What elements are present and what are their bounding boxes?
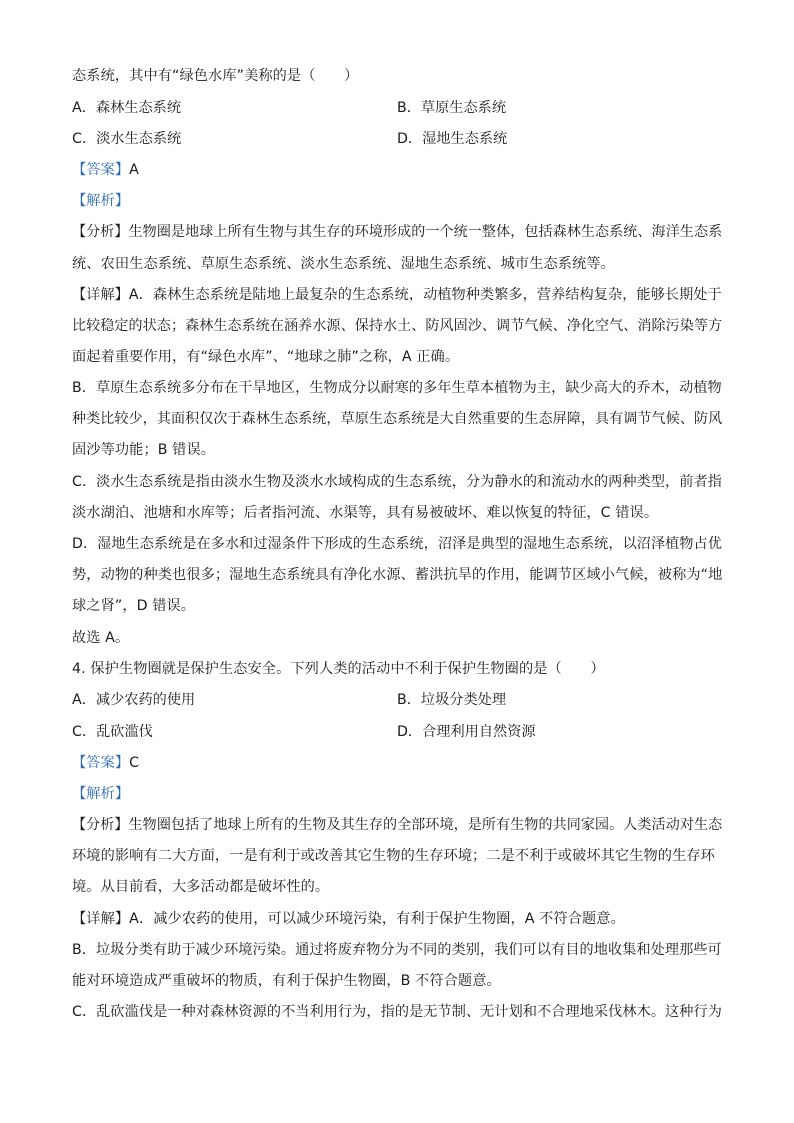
q3-xiangjie-line-6: 固沙等功能；B 错误。 (72, 442, 216, 458)
q4-answer-tag: 【答案】 (72, 755, 130, 771)
q4-fenxi-line-2: 环境的影响有二大方面，一是有利于或改善其它生物的生存环境；二是不利于或破坏其它生物的生存环 (72, 848, 715, 864)
q3-answer-line (72, 160, 722, 180)
q3-xiangjie-line-4: B．草原生态系统多分布在干旱地区，生物成分以耐寒的多年生草本植物为主，缺少高大的乔木，动植物 (72, 380, 722, 396)
q4-option-a: A．减少农药的使用 (72, 692, 196, 708)
q4-stem: 4. 保护生物圈就是保护生态安全。下列人类的活动中不利于保护生物圈的是（ ） (72, 661, 605, 677)
q3-xiangjie-line-9: D．湿地生态系统是在多水和过湿条件下形成的生态系统，沼泽是典型的湿地生态系统，以沼泽植物占优 (72, 536, 722, 552)
q4-xiangjie-line-1 (72, 909, 722, 929)
q3-option-a: A．森林生态系统 (72, 100, 182, 116)
q4-answer-value: C (129, 755, 140, 771)
q4-fenxi-line-1 (72, 815, 723, 835)
q4-option-b: B．垃圾分类处理 (397, 692, 507, 708)
q4-option-c: C．乱砍滥伐 (72, 724, 153, 740)
q3-xiangjie-line-3: 面起着重要作用，有“绿色水库”、“地球之肺”之称，A 正确。 (72, 349, 460, 365)
q4-xiangjie-line-2: B．垃圾分类有助于减少环境污染。通过将废弃物分为不同的类别，我们可以有目的地收集和处理那些可 (72, 942, 722, 958)
q3-xiangjie-line-11: 球之肾”，D 错误。 (72, 598, 196, 614)
q3-answer-tag: 【答案】 (72, 162, 130, 178)
q3-stem-tail: 态系统，其中有“绿色水库”美称的是（ ） (72, 68, 359, 84)
q4-xiangjie-line-3: 能对环境造成严重破坏的物质，有利于保护生物圈，B 不符合题意。 (72, 973, 501, 989)
q4-xiangjie-line-4: C．乱砍滥伐是一种对森林资源的不当利用行为，指的是无节制、无计划和不合理地采伐林木。这种行为 (72, 1004, 722, 1020)
q4-fenxi-tag: 【分析】 (72, 817, 129, 833)
q3-xiangjie-line-7: C．淡水生态系统是指由淡水生物及淡水水域构成的生态系统，分为静水的和流动水的两种类型，前者指 (72, 474, 722, 490)
q4-option-d: D．合理利用自然资源 (397, 724, 536, 740)
q3-option-d: D．湿地生态系统 (397, 131, 508, 147)
q4-xiangjie-text-1: A．减少农药的使用，可以减少环境污染，有利于保护生物圈，A 不符合题意。 (129, 911, 625, 927)
q3-option-b: B．草原生态系统 (397, 100, 507, 116)
q3-xiangjie-line-8: 淡水湖泊、池塘和水库等；后者指河流、水渠等，具有易被破坏、难以恢复的特征，C 错误。 (72, 505, 659, 521)
q3-option-c: C．淡水生态系统 (72, 131, 182, 147)
q4-analysis-tag: 【解析】 (72, 786, 130, 802)
q3-xiangjie-text-1: A．森林生态系统是陆地上最复杂的生态系统，动植物种类繁多，营养结构复杂，能够长期处于 (128, 287, 722, 303)
q3-xiangjie-line-2: 比较稳定的状态；森林生态系统在涵养水源、保持水土、防风固沙、调节气候、净化空气、消除污染等方 (72, 318, 723, 334)
q3-answer-value: A (129, 162, 139, 178)
q4-answer-line (72, 753, 722, 773)
q3-xiangjie-line-10: 势，动物的种类也很多；湿地生态系统具有净化水源、蓄洪抗旱的作用，能调节区域小气候，被称为“地 (72, 567, 723, 583)
q3-xiangjie-line-1 (72, 285, 722, 305)
q3-fenxi-tag: 【分析】 (72, 224, 129, 240)
q3-xiangjie-tag: 【详解】 (72, 287, 129, 303)
q4-fenxi-text-1: 生物圈包括了地球上所有的生物及其生存的全部环境，是所有生物的共同家园。人类活动对生态 (128, 817, 723, 833)
q3-conclusion: 故选 A。 (72, 630, 130, 646)
q3-fenxi-line-1 (72, 222, 723, 242)
q4-xiangjie-tag: 【详解】 (72, 911, 130, 927)
q3-fenxi-text-1: 生物圈是地球上所有生物与其生存的环境形成的一个统一整体，包括森林生态系统、海洋生态系 (128, 224, 723, 240)
q3-xiangjie-line-5: 种类比较少，其面积仅次于森林生态系统，草原生态系统是大自然重要的生态屏障，具有调节气候、防风 (72, 411, 723, 427)
q3-fenxi-line-2: 统、农田生态系统、草原生态系统、淡水生态系统、湿地生态系统、城市生态系统等。 (72, 256, 615, 272)
q3-analysis-tag: 【解析】 (72, 193, 130, 209)
q4-fenxi-line-3: 境。从目前看，大多活动都是破坏性的。 (72, 879, 330, 895)
